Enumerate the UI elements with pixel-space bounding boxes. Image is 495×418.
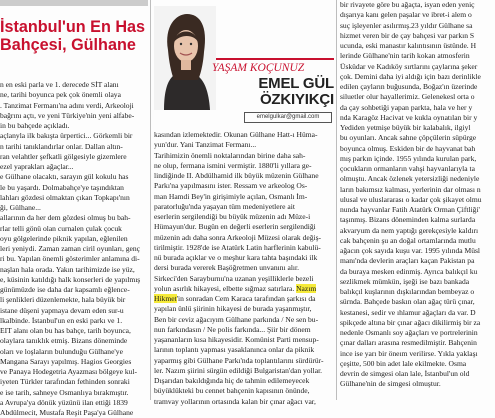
text-line: rlar telli gönü olan curnalen çulak çocuk bbox=[0, 223, 122, 233]
text-line: sezlikmek mümkün, işeği ise bazı bankada bbox=[340, 276, 470, 286]
text-line: n en eski parla ve 1. derecede SİT alanı bbox=[0, 80, 119, 89]
text-line: müzenin adı daha sonra Arkeoloji Müzesi olarak değiş- bbox=[154, 232, 322, 242]
text-line: Mangana Sarayı yapılmış. Hagios Georgies bbox=[0, 356, 132, 366]
text-line: boyunca olmuş. Eskiden bir de hayvanat bah bbox=[340, 143, 476, 153]
text-line: Tarihimizin önemli noktalarından birine daha sah- bbox=[154, 150, 306, 160]
column-header bbox=[154, 0, 334, 126]
author-name bbox=[238, 76, 334, 108]
text-line: lahları gözdesi olmaktan çıkan Topkapı'nın bbox=[0, 192, 130, 202]
author-name-line: EMEL GÜL bbox=[258, 75, 334, 92]
highlighted-name: Nazım bbox=[296, 283, 317, 293]
text-line: çok. Demini daha iyi aldığı için bazı derinlikle bbox=[340, 71, 481, 81]
text-line: balıkçıl kuşlarının dışkılarından bembeyaz o bbox=[340, 287, 475, 296]
text-line: Parkı'na yapılmasını ister. Ressam ve arkeolog Os- bbox=[154, 181, 308, 191]
text-line: ve Panaya Hodegetria Ayazması bölgeye kul- bbox=[0, 367, 137, 376]
text-line: dışarıya kanı gelen paşalar ve ibret-i alem o bbox=[340, 10, 472, 20]
text-line: yapılan ünlü şiirinin hikayesi de burada yaşanmıştır, bbox=[154, 304, 312, 314]
text-line: nedenle Osmanlı soy ağaçları ve portrelerinin bbox=[340, 328, 478, 337]
author-email[interactable]: emelgulkar@gmail.com bbox=[244, 112, 332, 123]
text-line: ği, Gülhane... bbox=[0, 203, 41, 212]
text-line: e ise tarih, sahneye Osmanlıya bırakmıştır. bbox=[0, 387, 129, 397]
text-line: le bu yaşardı. Dolmabahçe'ye taşındıktan bbox=[0, 182, 124, 192]
text-line: ezel yaprakları ağaçlar... bbox=[0, 162, 74, 171]
text-line: kasından izlemektedir. Okunan Gülhane Hatt-ı Hüma- bbox=[154, 130, 318, 139]
text-line: man Hamdi Bey'in girişimiyle açılan, Osmanlı İm- bbox=[154, 191, 308, 201]
text-line: büyüklükteki bu cennet bahçenin kapısının önünde, bbox=[154, 386, 310, 396]
text-line: Hümayun'dur. Bugün en değerli eserlerin sergilendiği bbox=[154, 222, 316, 232]
text-line: oları ve loşlaların bulunduğu Gülhane'ye bbox=[0, 346, 123, 356]
column-section-name: YAŞAM KOÇUNUZ bbox=[212, 62, 305, 74]
text-line: yolun asırlık hikayesi, elbette sığmaz satırlara. Nazım bbox=[154, 283, 317, 293]
text-line: da çay sohbetiği yapan parkta, hala ve her y bbox=[340, 102, 473, 112]
text-line: ri bu. Yapılan önemli gösterimler anlamına di- bbox=[0, 254, 140, 264]
article-headline bbox=[0, 18, 148, 54]
text-line: oyu gölgelerinde piknik yapılan, eğlenilen bbox=[0, 233, 128, 243]
text-line: li şenlikleri düzenlemekte, hala büyük bir bbox=[0, 295, 126, 305]
text-line: Ben bir ceviz ağacıyım Gülhane parkında / Ne sen bu- bbox=[154, 314, 319, 324]
text-line: Gülhane'nin de simgesi olmuştur. bbox=[340, 379, 441, 389]
text-line: istane düşeni yapmaya devam eden sur-u bbox=[0, 305, 124, 315]
text-line: ran velahtler şefkatli gölgesiyle gizemlere bbox=[0, 151, 127, 161]
text-line: bu oyunları. Ancak sahne çöpçülerin süpürge bbox=[340, 133, 477, 143]
text-line: yaşananların kısa hikayesidir. Komünist Parti mensup- bbox=[154, 335, 319, 344]
text-line: kestanesi, sedir ve ıhlamur ağaçları da var. D bbox=[340, 307, 476, 317]
text-line: Hikmet'in sonradan Cem Karaca tarafından şarkısı da bbox=[154, 294, 316, 303]
text-line: ağacın çok sayıda kuşu var. 1995 yılında Müsl bbox=[340, 246, 481, 255]
text-line: lindiğinde II. Abdülhamid ilk büyük müzenin Gülhane bbox=[154, 171, 319, 180]
text-line: Abdülmecit, Mustafa Reşit Paşa'ya Gülhane bbox=[0, 408, 134, 417]
text-line: a Avrupa'ya dönük yüzünü ilan ettiği 1839 bbox=[0, 397, 128, 407]
text-line: eserlerin sergilendiği bu büyük müzenin adı Müze-i bbox=[154, 212, 311, 221]
text-line: olaylara tanıklık etmiş. Bizans döneminde bbox=[0, 336, 128, 346]
highlighted-name: Hikmet bbox=[154, 294, 177, 303]
author-name-line: ÖZKIYIKÇI bbox=[259, 91, 334, 108]
text-line: olmuştu. Ancak özlenek yetersizliği nedeniyle bbox=[340, 174, 480, 184]
text-line: e Gülhane olacaktı, sarayın gül kokulu has bbox=[0, 172, 129, 182]
middle-column bbox=[154, 130, 334, 407]
text-line: . Tanzimat Fermanı'na adını verdi, Arkeoloji bbox=[0, 100, 134, 110]
text-line: iyeten Türkler tarafından fethinden sonraki bbox=[0, 377, 130, 387]
header-accent-bar bbox=[216, 58, 334, 60]
text-line: Sirkeci'den Sarayburnu'na uzanan yeşilliklerle bezeli bbox=[154, 273, 314, 283]
text-line: devrin de simgesi olan lale, İstanbul'un old bbox=[340, 369, 470, 378]
text-line: lerinde Gülhane'nin tarih kokan atmosferin bbox=[340, 51, 470, 61]
text-line: da buraya mesken edinmiş. Ayrıca balıkçıl ku bbox=[340, 266, 478, 276]
text-line: nü burada açıklar ve o meşhur kara tahta başındaki ilk bbox=[154, 253, 318, 262]
text-line: akvaryum da nem yaptığı gerekçesiyle kaldırı bbox=[340, 225, 479, 235]
text-line: hizmet veren bir de çay bahçesi var parkın S bbox=[340, 30, 475, 40]
text-line: yaparmış gibi Gülhane Parkı'nda toplantılarını sürdürür- bbox=[154, 355, 324, 365]
text-line: nunda hayvanlar Fatih Atatürk Orman Çiftliği' bbox=[340, 205, 480, 214]
text-line: spikçede altına bir çınar ağacı dikilirmiş bir za bbox=[340, 317, 481, 327]
text-line: nda Karagöz Hacivat ve kukla oynatılan bir y bbox=[340, 112, 478, 122]
text-line: mış parkın içinde. 1955 yılında kurulan park, bbox=[340, 153, 477, 163]
text-line: larının toplantı yapması yasaklanınca onlar da piknik bbox=[154, 345, 315, 355]
text-line: ne olup, fermana ismini vermiştir. 1880'li yıllara ge- bbox=[154, 160, 312, 170]
text-line: leri yeniydi. Zaman zaman ciril oyunları, genç bbox=[0, 244, 140, 253]
top-rule bbox=[0, 0, 148, 6]
text-line: çeşitte, 500 bin adet lale ekilmekte. Osma bbox=[340, 358, 467, 368]
author-portrait-icon bbox=[154, 6, 216, 110]
text-line: bir rivayete göre bu ağaçta, isyan eden yeniç bbox=[340, 0, 475, 9]
text-line: ların bakımsız kalması, yerlerinin dar olması n bbox=[340, 184, 481, 194]
text-line: manı'nda devlerin araçları kaçan Pakistan pa bbox=[340, 256, 475, 266]
text-line: sürnda. Bahçede baskın olan ağaç türü çınar, bbox=[340, 297, 475, 307]
text-line: tramvay yollarının ortasında kalan bir çınar ağacı var, bbox=[154, 396, 316, 406]
text-line: suç işleyenler asılırmış.23 yıldır Gülhane sa bbox=[340, 20, 473, 30]
right-column bbox=[340, 0, 495, 390]
text-line: çınar dalları arasına resmedilmiştir. Bahçenin bbox=[340, 338, 477, 348]
text-line: ince ise yarı bir öneım verilirse. Yıkla yaklaşı bbox=[340, 348, 478, 358]
column-divider bbox=[150, 0, 151, 400]
text-line: naşlan hala orada. Yakın tarihimizde ise yüz, bbox=[0, 264, 135, 274]
text-line: allarının da her dem gözdesi olmuş bu bah- bbox=[0, 213, 131, 223]
headline-line: Bahçesi, Gülhane bbox=[0, 36, 136, 54]
text-line: in bu bahçede açıkladı. bbox=[0, 121, 70, 130]
text-line: EIT alanı olan bu has bahçe, tarih boyunca, bbox=[0, 326, 131, 335]
text-line: ne, tarihi boyunca pek çok önemli olaya bbox=[0, 90, 121, 100]
text-line: siluetler olur hayallerimiz. Gelenekesl orta o bbox=[340, 92, 475, 102]
text-line: ulusal ve uluslararası o kadar çok şikayet olmu bbox=[340, 194, 482, 204]
text-line: ucunda, eski manastır kalıntısının üstünde. H bbox=[340, 41, 477, 50]
text-line: ler. Nazım şiirini sürgün edildiği Bulgaristan'dan yollar. bbox=[154, 365, 323, 375]
left-column bbox=[0, 80, 148, 418]
text-line: çocukların ormanların vahşi hayvanlarıyla ta bbox=[340, 164, 475, 173]
text-line: günümüzde ise daha dar kapsamlı eğlence- bbox=[0, 285, 130, 294]
text-line: cak bahçenin şu an doğal ortamlarında mutlu bbox=[340, 235, 476, 245]
text-line: Yediden yetmişe büyük bir kalabalık, ilgiyl bbox=[340, 123, 471, 132]
text-line: e, küsinin katıldığı halk konserleri de yapılmış bbox=[0, 274, 141, 284]
text-line: yun'dur. Yani Tanzimat Fermanı... bbox=[154, 140, 257, 150]
headline-line: İstanbul'un En Has bbox=[0, 18, 146, 36]
text-line: paratorluğu'nda yaşayan tüm medeniyetlere ait bbox=[154, 201, 295, 211]
text-line: edilen çayların buğusunda, Boğaz'ın üzerinde bbox=[340, 82, 478, 91]
text-line: bağrını açtı, ve yeni Türkiye'nin yeni alfabe- bbox=[0, 110, 135, 120]
text-line: tirilmiştir. 1928'de ise Atatürk Latin harflerinin kabulü- bbox=[154, 242, 321, 252]
text-line: lkalbinde. İstanbul'un en eski parkı ve 1. bbox=[0, 315, 123, 325]
text-line: açlanyla ilk bakışta ürpertici... Görkemli bir bbox=[0, 131, 133, 141]
text-line: taşınmış. Bizans döneminden kalma surlarda bbox=[340, 215, 476, 225]
column-divider bbox=[336, 0, 337, 400]
text-line: Dışarıdan bakıldığında hiç de tahmin edilemeyecek bbox=[154, 376, 310, 385]
text-line: n tarihi tanıklandırlar onlar. Dallan altın- bbox=[0, 141, 123, 151]
text-line: nun farkındasın / Ne polis farkında... Şiir bir dönem bbox=[154, 324, 311, 334]
text-line: dersi burada vererek Başöğretmen unvanını alır. bbox=[154, 263, 300, 273]
text-line: Üsküdar ve Kadıköy sırtlarını çaylarına şeker bbox=[340, 61, 478, 71]
